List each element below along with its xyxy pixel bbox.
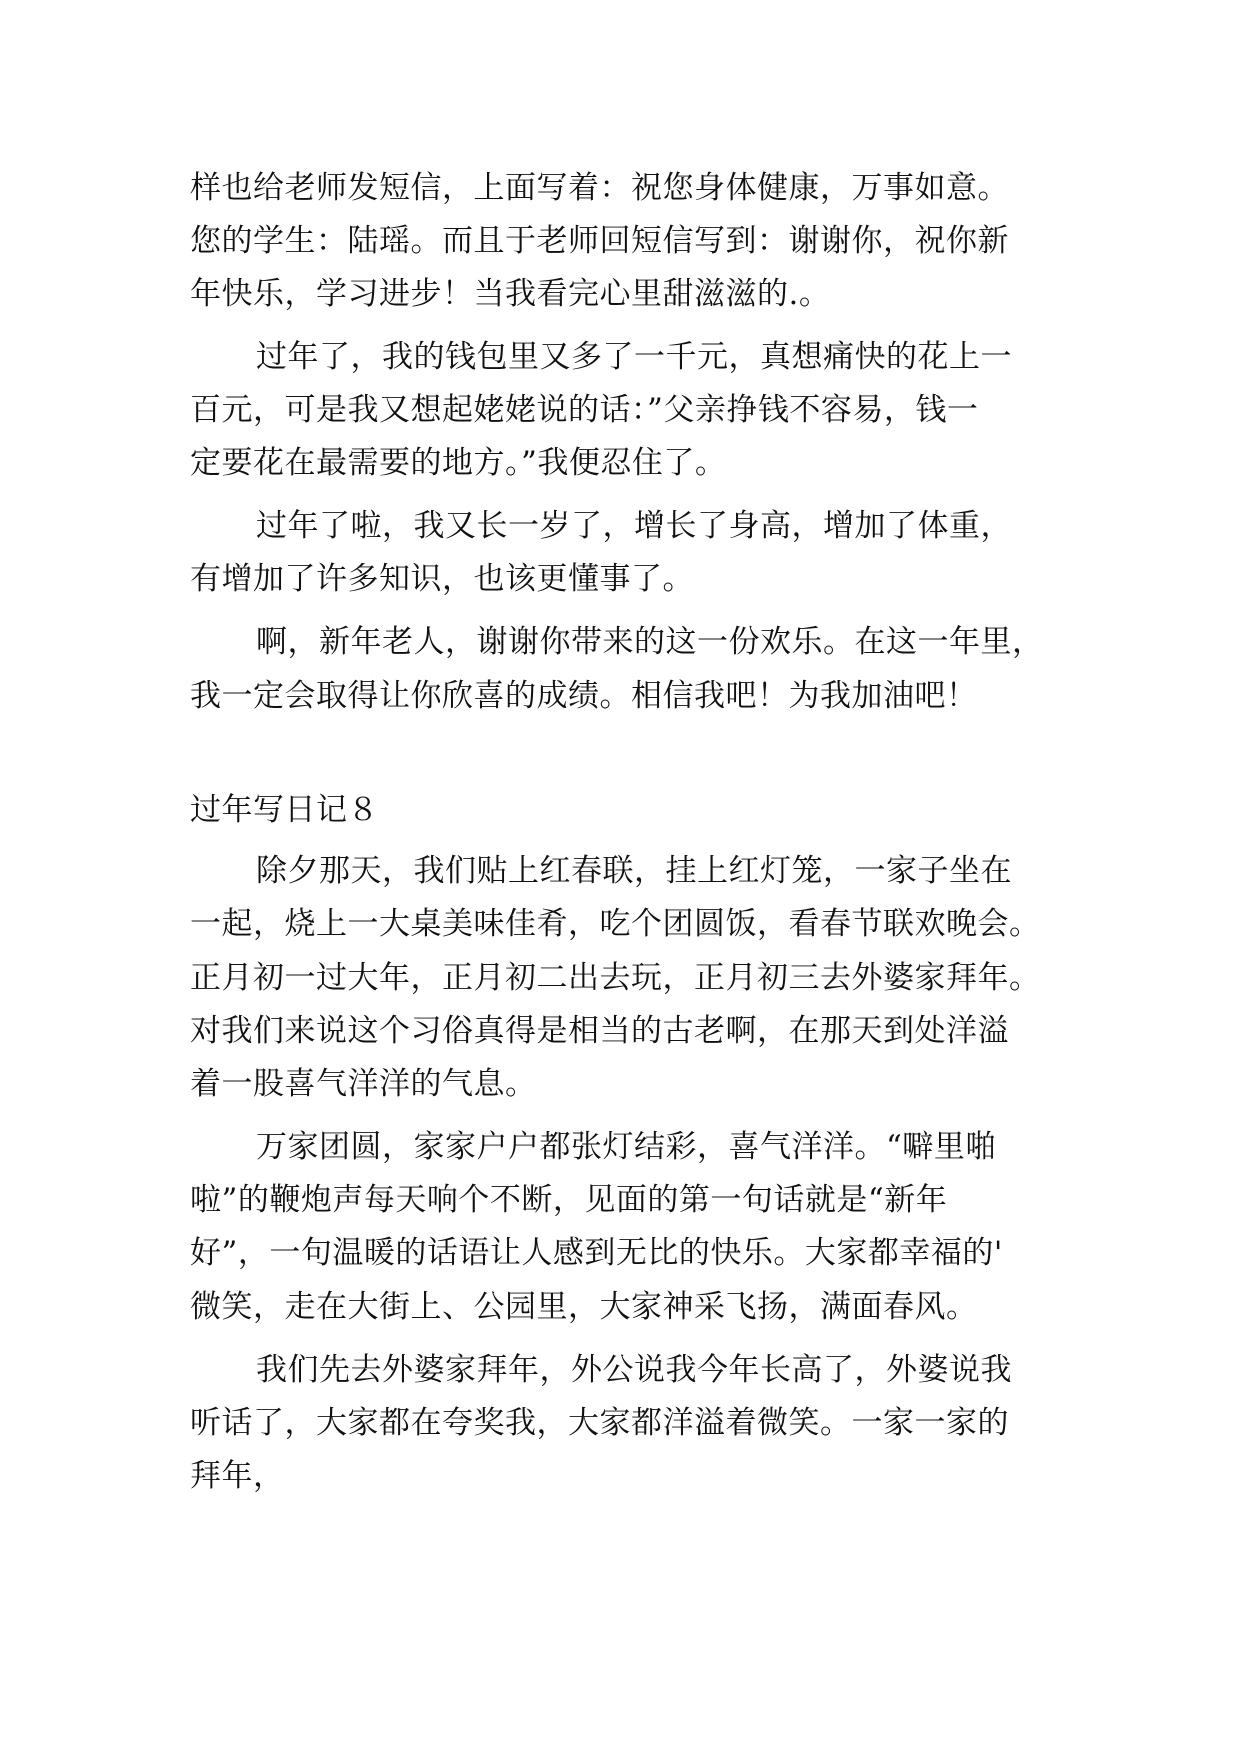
- text-line: 啦”的鞭炮声每天响个不断，见面的第一句话就是“新年: [190, 1182, 948, 1218]
- text-line: 一起，烧上一大桌美味佳肴，吃个团圆饭，看春节联欢晚会。: [190, 906, 1041, 942]
- text-line: 好”，一句温暖的话语让人感到无比的快乐。大家都幸福的': [190, 1235, 1003, 1271]
- text-line: 微笑，走在大街上、公园里，大家神采飞扬，满面春风。: [190, 1289, 978, 1325]
- paragraph-start-line: 除夕那天，我们贴上红春联，挂上红灯笼，一家子坐在: [256, 853, 1012, 889]
- text-line: 年快乐，学习进步！当我看完心里甜滋滋的.。: [190, 276, 831, 312]
- text-line: 有增加了许多知识，也该更懂事了。: [190, 561, 694, 597]
- text-line: 您的学生：陆瑶。而且于老师回短信写到：谢谢你，祝你新: [190, 223, 1009, 259]
- text-line: 百元，可是我又想起姥姥说的话：”父亲挣钱不容易，钱一: [190, 392, 979, 428]
- paragraph-start-line: 我们先去外婆家拜年，外公说我今年长高了，外婆说我: [256, 1352, 1012, 1388]
- paragraph-start-line: 过年了啦，我又长一岁了，增长了身高，增加了体重，: [256, 508, 1012, 544]
- paragraph-start-line: 万家团圆，家家户户都张灯结彩，喜气洋洋。“噼里啪: [256, 1129, 997, 1165]
- text-line: 对我们来说这个习俗真得是相当的古老啊，在那天到处洋溢: [190, 1013, 1009, 1049]
- paragraph-start-line: 过年了，我的钱包里又多了一千元，真想痛快的花上一: [256, 339, 1012, 375]
- text-line: 样也给老师发短信，上面写着：祝您身体健康，万事如意。: [190, 170, 1009, 206]
- text-line: 着一股喜气洋洋的气息。: [190, 1066, 537, 1102]
- text-line: 定要花在最需要的地方。”我便忍住了。: [190, 445, 727, 481]
- text-line: 我一定会取得让你欣喜的成绩。相信我吧！为我加油吧！: [190, 678, 978, 714]
- text-line: 听话了，大家都在夸奖我，大家都洋溢着微笑。一家一家的: [190, 1405, 1009, 1441]
- paragraph-start-line: 啊，新年老人，谢谢你带来的这一份欢乐。在这一年里，: [256, 624, 1044, 660]
- text-line: 正月初一过大年，正月初二出去玩，正月初三去外婆家拜年。: [190, 960, 1041, 996]
- text-line: 拜年，: [190, 1458, 285, 1494]
- section-heading: 过年写日记８: [190, 792, 379, 828]
